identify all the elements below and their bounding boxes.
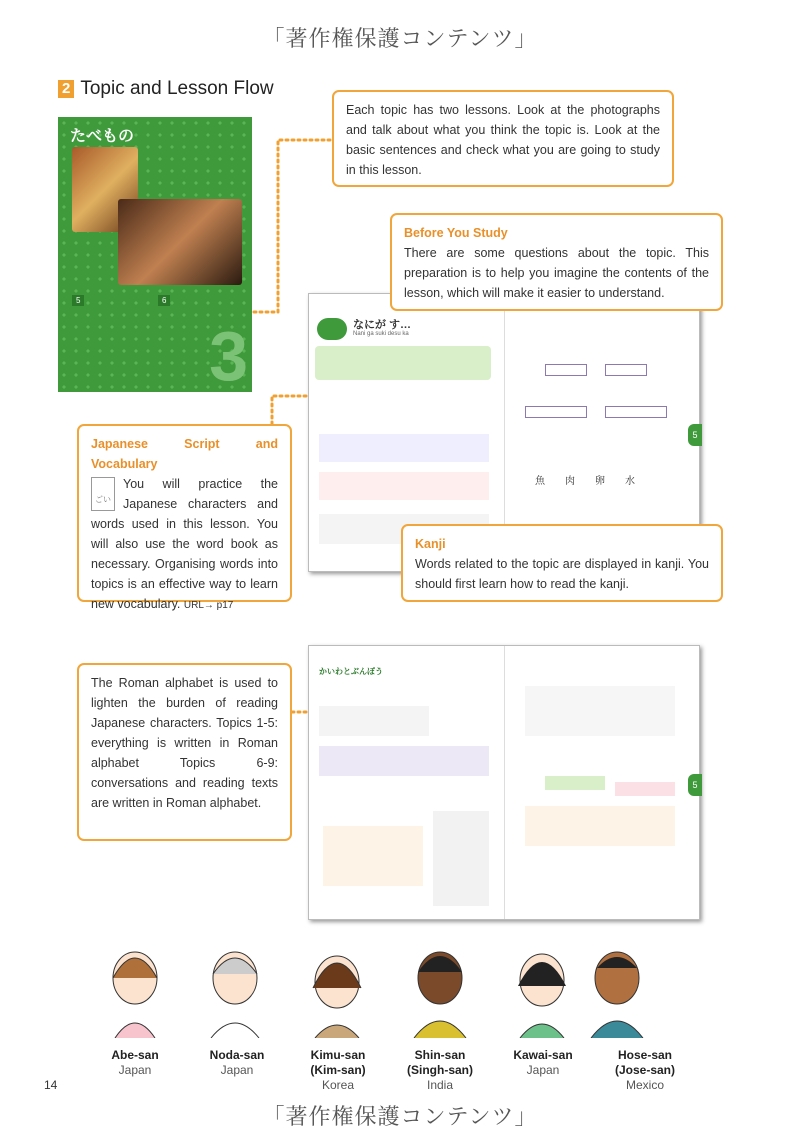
callout-text: Words related to the topic are displayed in kanji. You should first learn how to read the kanji. [415, 557, 709, 591]
topic-tab: 5 [688, 774, 702, 796]
callout-heading: Kanji [415, 537, 446, 551]
kanji: 水 [625, 476, 635, 487]
page-reference: URL→ p17 [183, 600, 234, 611]
lesson-tag: 5 [72, 295, 84, 306]
speech-bubble [615, 782, 675, 796]
section-title-text: Topic and Lesson Flow [80, 78, 274, 99]
right-page [504, 646, 700, 919]
roman-alphabet-callout [77, 663, 292, 841]
page-number: 14 [44, 1078, 58, 1092]
topic-tab: 5 [688, 424, 702, 446]
character-name: Kawai-san [513, 1048, 573, 1062]
lesson-heading: かいわとぶんぽう [319, 667, 383, 676]
character-illustration [305, 938, 369, 1038]
lesson-tag: 6 [158, 295, 170, 306]
callout-text: You will practice the Japanese characters and words used in this lesson. You will also use the word book as necessary. Organising words into topics is an effective way to learn new vocabulary. [91, 477, 278, 611]
lesson-badge [317, 318, 347, 340]
character-illustration [408, 938, 472, 1038]
character-illustration [203, 938, 267, 1038]
answer-box [605, 364, 647, 376]
character-name: Hose-san [617, 1048, 673, 1062]
character-country: Mexico [625, 1078, 664, 1092]
callout-text: The Roman alphabet is used to lighten the burden of reading Japanese characters. Topics 1-5: everything is written in Roman alphabet Topics 6-9: conversations and reading texts are written in Roman alphabet. [91, 676, 278, 810]
callout-text: There are some questions about the topic. This preparation is to help you imagine the contents of the lesson, which will make it easier to understand. [404, 246, 709, 300]
character-name: Shin-san [414, 1048, 466, 1062]
before-you-study-callout [390, 213, 723, 311]
character-label [390, 1048, 490, 1093]
character-name: Noda-san [209, 1048, 265, 1062]
grammar-box [319, 746, 489, 776]
kanji: 卵 [595, 476, 605, 487]
dialogue [319, 706, 429, 736]
script-vocab-callout [77, 424, 292, 611]
kanji-callout [401, 524, 723, 602]
character-label [187, 1048, 287, 1078]
survey-table [323, 826, 423, 886]
answer-box [605, 406, 667, 418]
topic-cover-image [58, 117, 252, 395]
character-label [493, 1048, 593, 1078]
kanji: 肉 [565, 476, 575, 487]
restaurant-photo [118, 199, 242, 285]
topic-number: 3 [209, 317, 248, 395]
character-label [595, 1048, 695, 1093]
lesson-romaji: Nani ga suki desu ka [353, 331, 409, 337]
cover-title: たべもの [70, 126, 135, 145]
speech-bubble [545, 776, 605, 790]
answer-box [545, 364, 587, 376]
watermark-bottom: 「著作権保護コンテンツ」 [262, 1105, 538, 1129]
exercise [525, 686, 675, 736]
table [525, 806, 675, 846]
basic-sentences-box [315, 346, 491, 380]
character-label [85, 1048, 185, 1078]
food-pictures [433, 811, 489, 906]
kanji: 魚 [535, 476, 545, 487]
character-name: Kimu-san [310, 1048, 366, 1062]
section-number: 2 [58, 80, 74, 98]
callout-heading: Japanese Script and Vocabulary [91, 437, 278, 471]
textbook-spread-2 [308, 645, 700, 920]
character-name: Abe-san [111, 1048, 159, 1062]
character-country: Japan [118, 1063, 152, 1077]
character-alt-name: (Kim-san) [310, 1063, 366, 1077]
topic-callout-text: Each topic has two lessons. Look at the photographs and talk about what you think the topic is. Look at the basic sentences and check what you are going to study in this lesson. [346, 103, 660, 177]
lesson-title: なにが す… [353, 319, 412, 331]
watermark-top: 「著作権保護コンテンツ」 [262, 27, 538, 52]
kanji-row [535, 472, 635, 487]
character-illustration [103, 938, 167, 1038]
answer-box [525, 406, 587, 418]
vocab-pictures [319, 472, 489, 500]
character-illustration [510, 938, 574, 1038]
character-country: India [426, 1078, 454, 1092]
left-page [309, 646, 504, 919]
character-alt-name: (Singh-san) [407, 1063, 473, 1077]
character-alt-name: (Jose-san) [614, 1063, 676, 1077]
character-label [288, 1048, 388, 1093]
callout-heading: Before You Study [404, 226, 508, 240]
character-country: Japan [526, 1063, 560, 1077]
topic-callout [332, 90, 674, 187]
character-country: Korea [321, 1078, 355, 1092]
vocabulary-icon: ごい [91, 477, 115, 511]
vocab-pictures [319, 434, 489, 462]
character-country: Japan [220, 1063, 254, 1077]
character-illustration [585, 938, 649, 1038]
